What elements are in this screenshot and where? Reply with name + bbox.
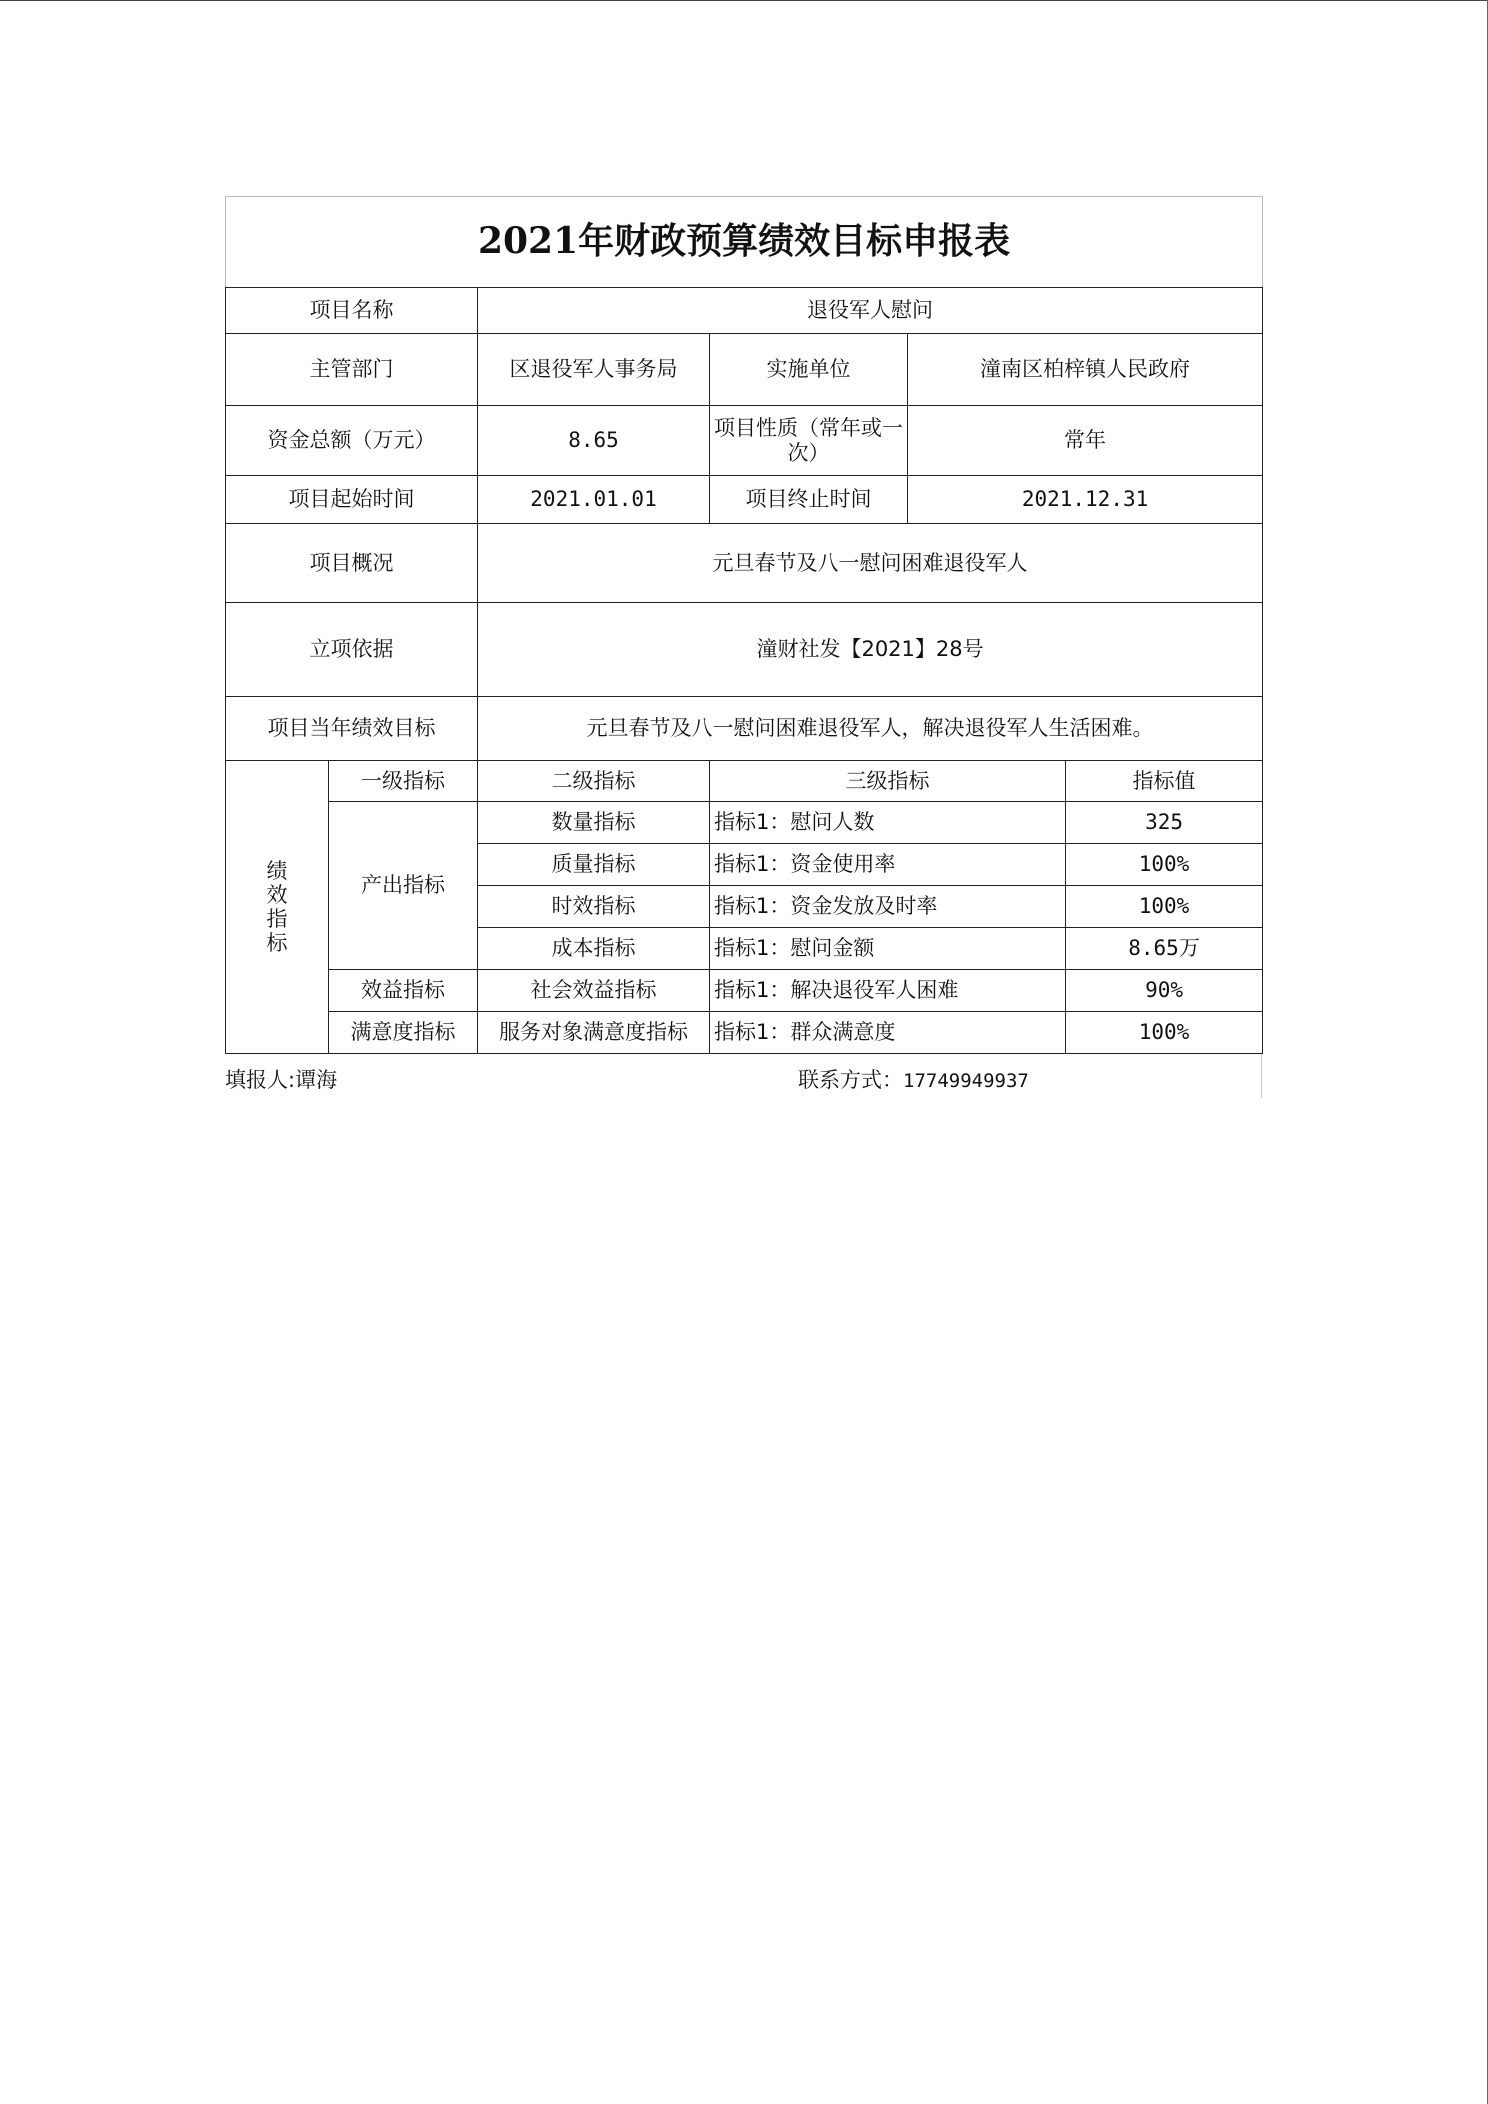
output-indicator-label: 产出指标 <box>329 802 478 970</box>
start-date-label: 项目起始时间 <box>226 476 478 524</box>
impl-unit-label: 实施单位 <box>710 334 908 406</box>
header-level3: 三级指标 <box>710 761 1066 802</box>
overview-value: 元旦春节及八一慰问困难退役军人 <box>478 524 1263 603</box>
footer-frame-edge <box>1261 1054 1262 1098</box>
level2-cell: 社会效益指标 <box>478 970 710 1012</box>
annual-goal-label: 项目当年绩效目标 <box>226 697 478 761</box>
level2-cell: 成本指标 <box>478 928 710 970</box>
indicator-value: 90% <box>1066 970 1263 1012</box>
dept-label: 主管部门 <box>226 334 478 406</box>
indicator-value: 100% <box>1066 1012 1263 1054</box>
level2-cell: 数量指标 <box>478 802 710 844</box>
indicator-value: 100% <box>1066 886 1263 928</box>
form-title: 2021年财政预算绩效目标申报表 <box>226 197 1263 288</box>
indicator-value: 100% <box>1066 844 1263 886</box>
level3-cell: 指标1：解决退役军人困难 <box>710 970 1066 1012</box>
project-name-value: 退役军人慰问 <box>478 288 1263 334</box>
level2-cell: 时效指标 <box>478 886 710 928</box>
end-date-value: 2021.12.31 <box>908 476 1263 524</box>
project-nature-label: 项目性质（常年或一次） <box>710 406 908 476</box>
project-name-label: 项目名称 <box>226 288 478 334</box>
level3-cell: 指标1：慰问金额 <box>710 928 1066 970</box>
section-char: 绩 <box>266 858 288 883</box>
project-nature-value: 常年 <box>908 406 1263 476</box>
performance-target-table <box>225 196 1263 1054</box>
satisfaction-indicator-label: 满意度指标 <box>329 1012 478 1054</box>
basis-label: 立项依据 <box>226 603 478 697</box>
filler-name: 填报人:谭海 <box>225 1068 338 1092</box>
budget-form <box>225 196 1262 1098</box>
level2-cell: 服务对象满意度指标 <box>478 1012 710 1054</box>
indicator-value: 8.65万 <box>1066 928 1263 970</box>
section-char: 指 <box>266 907 288 931</box>
overview-label: 项目概况 <box>226 524 478 603</box>
basis-value: 潼财社发【2021】28号 <box>478 603 1263 697</box>
level3-cell: 指标1：群众满意度 <box>710 1012 1066 1054</box>
fund-total-value: 8.65 <box>478 406 710 476</box>
contact-number: 17749949937 <box>903 1070 1029 1092</box>
end-date-label: 项目终止时间 <box>710 476 908 524</box>
level3-cell: 指标1：资金发放及时率 <box>710 886 1066 928</box>
form-footer <box>225 1054 1262 1098</box>
level3-cell: 指标1：资金使用率 <box>710 844 1066 886</box>
level3-cell: 指标1：慰问人数 <box>710 802 1066 844</box>
header-level2: 二级指标 <box>478 761 710 802</box>
level2-cell: 质量指标 <box>478 844 710 886</box>
indicator-value: 325 <box>1066 802 1263 844</box>
benefit-indicator-label: 效益指标 <box>329 970 478 1012</box>
dept-value: 区退役军人事务局 <box>478 334 710 406</box>
contact-info <box>798 1064 1029 1094</box>
section-char: 标 <box>266 931 288 956</box>
indicators-section-label <box>226 761 329 1054</box>
fund-total-label: 资金总额（万元） <box>226 406 478 476</box>
page-top-edge <box>0 0 1488 1</box>
impl-unit-value: 潼南区柏梓镇人民政府 <box>908 334 1263 406</box>
contact-label: 联系方式： <box>798 1068 903 1092</box>
start-date-value: 2021.01.01 <box>478 476 710 524</box>
annual-goal-value: 元旦春节及八一慰问困难退役军人，解决退役军人生活困难。 <box>478 697 1263 761</box>
header-level1: 一级指标 <box>329 761 478 802</box>
header-value: 指标值 <box>1066 761 1263 802</box>
section-char: 效 <box>266 882 288 907</box>
